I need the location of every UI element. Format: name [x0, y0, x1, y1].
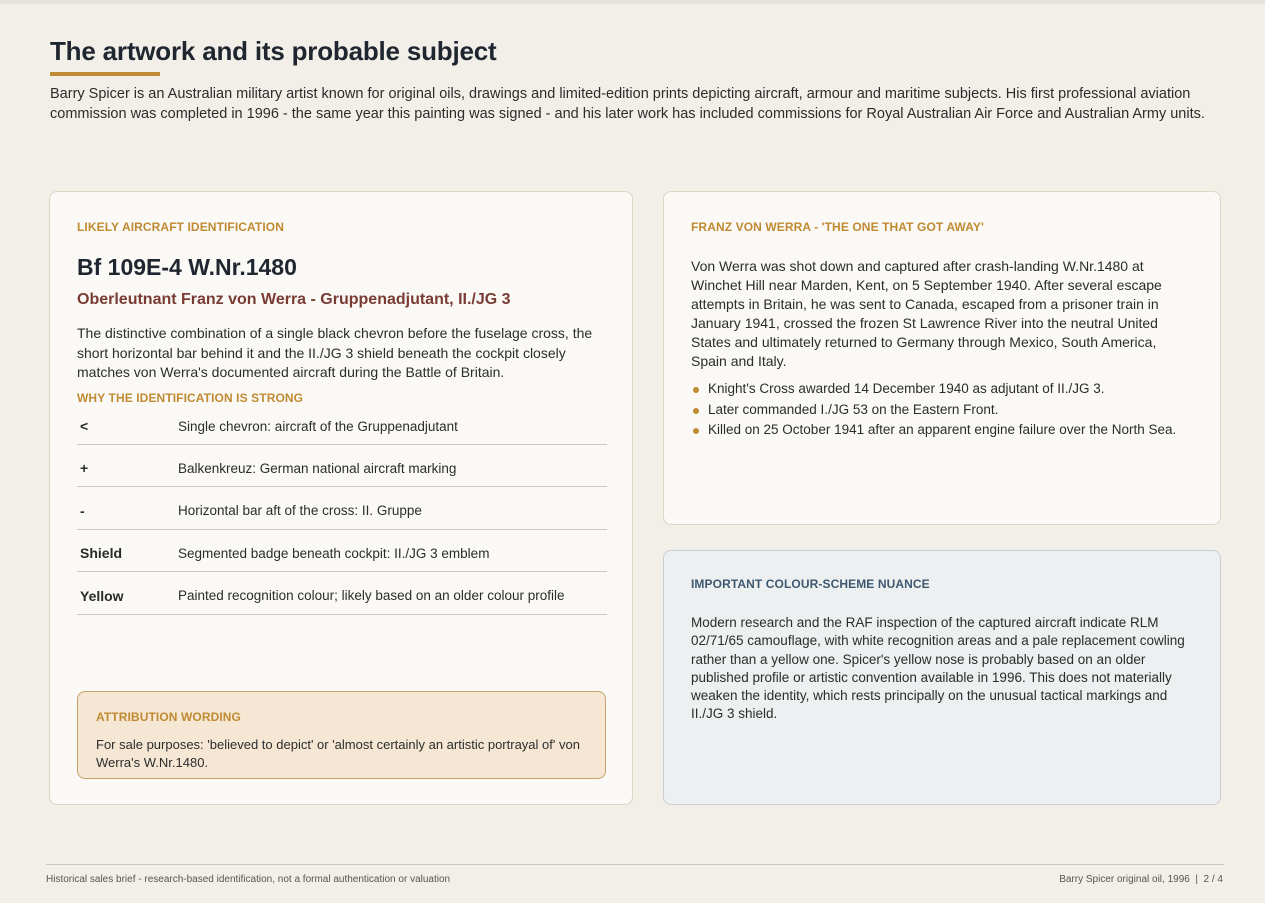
page-title: The artwork and its probable subject: [50, 36, 497, 66]
marking-row-yellow: [77, 572, 607, 615]
marking-symbol: Yellow: [80, 587, 124, 604]
von-werra-eyebrow: FRANZ VON WERRA - 'THE ONE THAT GOT AWAY': [691, 220, 984, 234]
identification-eyebrow: LIKELY AIRCRAFT IDENTIFICATION: [77, 220, 284, 234]
marking-row-chevron: [77, 409, 607, 445]
title-underline: [50, 72, 160, 76]
list-item: Killed on 25 October 1941 after an apparent engine failure over the North Sea.: [691, 420, 1196, 441]
markings-table: [77, 409, 607, 615]
top-edge: [0, 0, 1265, 4]
why-heading: WHY THE IDENTIFICATION IS STRONG: [77, 390, 304, 405]
marking-meaning: Segmented badge beneath cockpit: II./JG 3 emblem: [178, 545, 490, 561]
marking-row-shield: [77, 530, 607, 573]
marking-meaning: Horizontal bar aft of the cross: II. Gruppe: [178, 503, 422, 519]
list-item: Later commanded I./JG 53 on the Eastern Front.: [691, 400, 1196, 421]
page-header: [50, 36, 1220, 124]
attribution-box: [77, 691, 606, 779]
colour-scheme-eyebrow: IMPORTANT COLOUR-SCHEME NUANCE: [691, 577, 930, 591]
marking-meaning: Balkenkreuz: German national aircraft marking: [178, 460, 457, 476]
colour-scheme-card: [663, 550, 1221, 805]
colour-scheme-body: Modern research and the RAF inspection of the captured aircraft indicate RLM 02/71/65 camouflage, with white recognition areas and a pale replacement cowling rather than a yellow one. Spicer's yellow nose is probably based on an older published profile or artistic convention available in 1996. This does not materially weaken the identity, which rests principally on the unusual tactical markings and II./JG 3 shield.: [691, 615, 1185, 722]
pilot-name: Oberleutnant Franz von Werra - Gruppenadjutant, II./JG 3: [77, 291, 511, 308]
list-item: Knight's Cross awarded 14 December 1940 as adjutant of II./JG 3.: [691, 379, 1196, 400]
marking-symbol: Shield: [80, 545, 123, 562]
marking-row-bar: [77, 487, 607, 530]
identification-description: The distinctive combination of a single black chevron before the fuselage cross, the short horizontal bar behind it and the II./JG 3 shield beneath the cockpit closely matches von Werra's documented aircraft during the Battle of Britain.: [77, 325, 593, 380]
von-werra-card: [663, 191, 1221, 525]
identification-card: [49, 191, 633, 805]
footer-note: Historical sales brief - research-based identification, not a formal authentication or valuation: [46, 874, 451, 885]
footer-page-info: Barry Spicer original oil, 1996 | 2 / 4: [1059, 874, 1223, 885]
intro-paragraph: Barry Spicer is an Australian military artist known for original oils, drawings and limited-edition prints depicting aircraft, armour and maritime subjects. His first professional aviation commission was completed in 1996 - the same year this painting was signed - and his later work has included commissions for Royal Australian Air Force and Australian Army units.: [50, 86, 1205, 122]
marking-row-cross: [77, 445, 607, 488]
attribution-text: For sale purposes: 'believed to depict' or 'almost certainly an artistic portrayal of' von Werra's W.Nr.1480.: [96, 737, 580, 770]
aircraft-name: Bf 109E-4 W.Nr.1480: [77, 254, 297, 280]
attribution-heading: ATTRIBUTION WORDING: [96, 710, 241, 724]
marking-symbol: +: [80, 460, 89, 477]
marking-symbol: <: [80, 418, 89, 434]
von-werra-facts: [691, 379, 1196, 441]
marking-meaning: Painted recognition colour; likely based on an older colour profile: [178, 588, 565, 604]
von-werra-body: Von Werra was shot down and captured after crash-landing W.Nr.1480 at Winchet Hill near Marden, Kent, on 5 September 1940. After several escape attempts in Britain, he was sent to Canada, escaped from a prisoner train in January 1941, crossed the frozen St Lawrence River into the neutral United States and ultimately returned to Germany through Mexico, South America, Spain and Italy.: [691, 258, 1162, 369]
marking-symbol: -: [80, 502, 85, 519]
footer-divider: [46, 864, 1224, 865]
marking-meaning: Single chevron: aircraft of the Gruppenadjutant: [178, 418, 458, 434]
